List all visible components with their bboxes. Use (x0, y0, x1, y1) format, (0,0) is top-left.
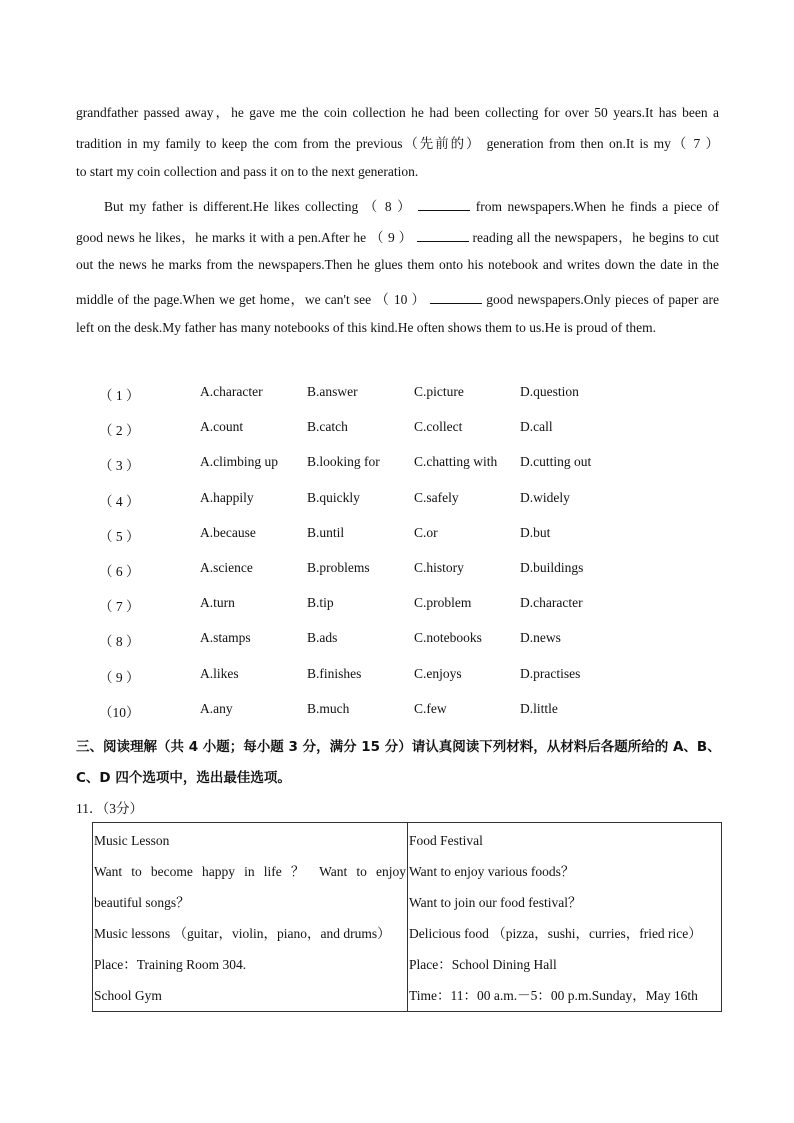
option-number: （ 4 ） (99, 494, 140, 509)
option-row (0, 490, 794, 510)
option-row (0, 525, 794, 545)
passage-line: to start my coin collection and pass it on to the next generation. (76, 164, 419, 179)
option-number: （ 7 ） (99, 599, 140, 614)
option-b[interactable]: B.ads (307, 630, 338, 645)
passage-line: out the news he marks from the newspapers.Then he glues them onto his notebook and writes down the date in the (76, 257, 719, 272)
option-a[interactable]: A.stamps (200, 630, 251, 645)
passage-line: But my father is different.He likes collecting （ 8 ） from newspapers.When he finds a piece of (104, 199, 719, 214)
passage-line: left on the desk.My father has many notebooks of this kind.He often shows them to us.He is proud of them. (76, 320, 657, 335)
option-d[interactable]: D.cutting out (520, 454, 592, 469)
ads-table (92, 822, 722, 1012)
option-row (0, 701, 794, 721)
option-number: （ 6 ） (99, 564, 140, 579)
cell-text: Time：11：00 a.m.－5：00 p.m.Sunday，May 16th (409, 988, 698, 1003)
cell-text: Music Lesson (94, 833, 170, 848)
passage-line: middle of the page.When we get home，we can't see （ 10 ） good newspapers.Only pieces of paper are (76, 292, 720, 307)
cell-text: Delicious food （pizza，sushi，curries，fried rice） (409, 926, 702, 941)
option-a[interactable]: A.likes (200, 666, 239, 681)
option-d[interactable]: D.call (520, 419, 553, 434)
option-c[interactable]: C.collect (414, 419, 463, 434)
cell-text: Want to enjoy various foods？ (409, 864, 575, 879)
cell-text: Want to become happy in life ？ Want to enjoy (94, 864, 406, 879)
option-b[interactable]: B.until (307, 525, 345, 540)
option-c[interactable]: C.problem (414, 595, 472, 610)
option-number: （ 1 ） (99, 388, 140, 403)
option-d[interactable]: D.but (520, 525, 551, 540)
option-b[interactable]: B.quickly (307, 490, 360, 505)
cell-text: Place：Training Room 304. (94, 957, 247, 972)
option-a[interactable]: A.because (200, 525, 256, 540)
option-b[interactable]: B.tip (307, 595, 334, 610)
section-heading-cont: C、D 四个选项中，选出最佳选项。 (76, 770, 291, 786)
option-d[interactable]: D.little (520, 701, 558, 716)
cell-text: Music lessons （guitar，violin，piano，and drums） (94, 926, 391, 941)
option-a[interactable]: A.climbing up (200, 454, 278, 469)
option-row (0, 595, 794, 615)
passage-line: good news he likes，he marks it with a pen.After he （ 9 ） reading all the newspapers，he begins to cut (76, 230, 719, 245)
cell-text: Want to join our food festival？ (409, 895, 582, 910)
option-d[interactable]: D.widely (520, 490, 570, 505)
option-b[interactable]: B.finishes (307, 666, 362, 681)
option-number: （ 3 ） (99, 458, 140, 473)
option-number: （ 9 ） (99, 670, 140, 685)
food-festival-cell (408, 823, 722, 1012)
option-row (0, 419, 794, 439)
option-a[interactable]: A.character (200, 384, 263, 399)
passage-line: grandfather passed away，he gave me the coin collection he had been collecting for over 50 years.It has been a (76, 105, 719, 120)
option-c[interactable]: C.notebooks (414, 630, 482, 645)
option-b[interactable]: B.much (307, 701, 350, 716)
option-c[interactable]: C.enjoys (414, 666, 462, 681)
option-c[interactable]: C.or (414, 525, 438, 540)
cell-text: School Gym (94, 988, 162, 1003)
option-a[interactable]: A.any (200, 701, 233, 716)
option-number: （ 2 ） (99, 423, 140, 438)
cell-text: Food Festival (409, 833, 483, 848)
option-d[interactable]: D.character (520, 595, 583, 610)
option-d[interactable]: D.question (520, 384, 579, 399)
option-row (0, 630, 794, 650)
option-a[interactable]: A.count (200, 419, 244, 434)
question-label: 11．（3分） (76, 801, 143, 816)
option-b[interactable]: B.looking for (307, 454, 380, 469)
answer-blank-8[interactable] (418, 199, 470, 211)
option-a[interactable]: A.happily (200, 490, 254, 505)
option-b[interactable]: B.answer (307, 384, 358, 399)
option-d[interactable]: D.practises (520, 666, 581, 681)
cell-text: Place：School Dining Hall (409, 957, 557, 972)
option-row (0, 666, 794, 686)
option-c[interactable]: C.few (414, 701, 447, 716)
option-c[interactable]: C.safely (414, 490, 459, 505)
cell-text: beautiful songs？ (94, 895, 190, 910)
option-b[interactable]: B.catch (307, 419, 348, 434)
option-number: （10） (99, 705, 140, 720)
option-a[interactable]: A.science (200, 560, 253, 575)
option-c[interactable]: C.history (414, 560, 464, 575)
option-row (0, 384, 794, 404)
passage-line: tradition in my family to keep the com from the previous（先前的） generation from then on.It is my（ 7 ） (76, 136, 719, 151)
option-d[interactable]: D.news (520, 630, 561, 645)
answer-blank-9[interactable] (417, 230, 469, 242)
option-c[interactable]: C.chatting with (414, 454, 498, 469)
option-b[interactable]: B.problems (307, 560, 370, 575)
music-lesson-cell (93, 823, 408, 1012)
section-heading: 三、阅读理解（共 4 小题；每小题 3 分，满分 15 分）请认真阅读下列材料，从材料后各题所给的 A、B、 (76, 739, 721, 755)
option-number: （ 5 ） (99, 529, 140, 544)
option-number: （ 8 ） (99, 634, 140, 649)
option-c[interactable]: C.picture (414, 384, 464, 399)
option-a[interactable]: A.turn (200, 595, 235, 610)
option-row (0, 560, 794, 580)
option-row (0, 454, 794, 474)
option-d[interactable]: D.buildings (520, 560, 584, 575)
answer-blank-10[interactable] (430, 292, 482, 304)
